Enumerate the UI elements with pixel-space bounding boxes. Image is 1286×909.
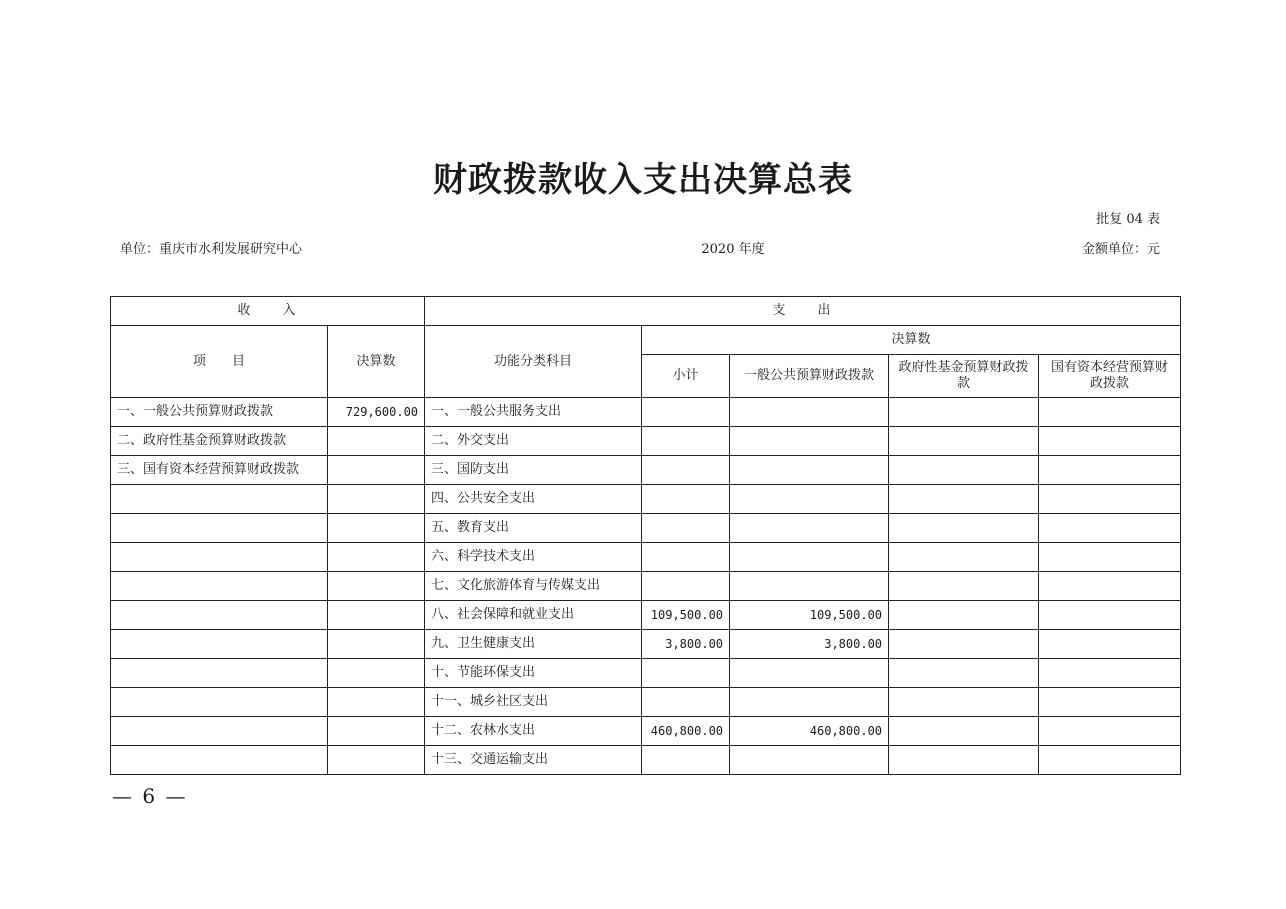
table-row [111,543,1181,572]
item-header: 项 目 [111,326,328,398]
subtotal-header: 小计 [642,355,730,398]
income-item-cell: 三、国有资本经营预算财政拨款 [111,456,328,485]
income-amount-cell [328,427,425,456]
income-item-cell: 一、一般公共预算财政拨款 [111,398,328,427]
income-amount-cell [328,572,425,601]
gov-fund-cell [889,543,1039,572]
expense-item-cell: 三、国防支出 [425,456,642,485]
subtotal-cell [642,659,730,688]
income-item-cell [111,601,328,630]
income-amount-cell [328,746,425,775]
general-budget-cell [730,398,889,427]
expense-item-cell: 六、科学技术支出 [425,543,642,572]
general-budget-header: 一般公共预算财政拨款 [730,355,889,398]
general-budget-cell [730,485,889,514]
table-row [111,659,1181,688]
subtotal-cell [642,456,730,485]
table-row [111,485,1181,514]
subtotal-cell [642,398,730,427]
state-capital-cell [1039,398,1181,427]
state-capital-cell [1039,717,1181,746]
gov-fund-cell [889,717,1039,746]
table-row [111,688,1181,717]
general-budget-cell [730,427,889,456]
state-capital-cell [1039,572,1181,601]
income-item-cell [111,543,328,572]
expense-item-cell: 九、卫生健康支出 [425,630,642,659]
income-item-cell [111,659,328,688]
subtotal-cell [642,543,730,572]
income-amount-cell [328,601,425,630]
subtotal-cell [642,688,730,717]
gov-fund-cell [889,427,1039,456]
expense-item-cell: 二、外交支出 [425,427,642,456]
state-capital-cell [1039,456,1181,485]
income-amount-cell [328,688,425,717]
gov-fund-cell [889,572,1039,601]
unit-label: 单位：重庆市水利发展研究中心 [120,242,303,257]
state-capital-cell [1039,427,1181,456]
table-row [111,514,1181,543]
expense-item-cell: 七、文化旅游体育与传媒支出 [425,572,642,601]
table-row [111,456,1181,485]
state-capital-cell [1039,601,1181,630]
table-row [111,746,1181,775]
gov-fund-cell [889,659,1039,688]
income-item-cell: 二、政府性基金预算财政拨款 [111,427,328,456]
expense-item-cell: 十一、城乡社区支出 [425,688,642,717]
state-capital-header: 国有资本经营预算财政拨款 [1039,355,1181,398]
final-amount-header: 决算数 [328,326,425,398]
general-budget-cell [730,456,889,485]
budget-table [110,296,1181,775]
table-row [111,427,1181,456]
expense-header: 支 出 [425,297,1181,326]
income-amount-cell [328,543,425,572]
income-item-cell [111,514,328,543]
expense-item-cell: 十三、交通运输支出 [425,746,642,775]
expense-item-cell: 一、一般公共服务支出 [425,398,642,427]
gov-fund-cell [889,746,1039,775]
income-item-cell [111,572,328,601]
money-unit-label: 金额单位：元 [1081,242,1160,257]
income-amount-cell [328,456,425,485]
income-amount-cell [328,717,425,746]
state-capital-cell [1039,688,1181,717]
header-row-2 [111,326,1181,355]
general-budget-cell [730,659,889,688]
general-budget-cell [730,572,889,601]
gov-fund-cell [889,688,1039,717]
expense-item-cell: 八、社会保障和就业支出 [425,601,642,630]
fiscal-year: 2020 年度 [701,242,765,257]
table-row [111,572,1181,601]
page-number: — 6 — [112,784,188,808]
income-amount-cell [328,514,425,543]
state-capital-cell [1039,659,1181,688]
gov-fund-cell [889,601,1039,630]
table-row [111,398,1181,427]
expense-item-cell: 十二、农林水支出 [425,717,642,746]
income-item-cell [111,746,328,775]
general-budget-cell: 460,800.00 [730,717,889,746]
header-row-1 [111,297,1181,326]
gov-fund-cell [889,398,1039,427]
state-capital-cell [1039,543,1181,572]
gov-fund-cell [889,485,1039,514]
expense-item-cell: 十、节能环保支出 [425,659,642,688]
function-category-header: 功能分类科目 [425,326,642,398]
income-amount-cell [328,659,425,688]
subtotal-cell [642,746,730,775]
table-row [111,630,1181,659]
expense-item-cell: 四、公共安全支出 [425,485,642,514]
page-title: 财政拨款收入支出决算总表 [433,160,853,200]
subtotal-cell [642,572,730,601]
subtotal-cell: 3,800.00 [642,630,730,659]
state-capital-cell [1039,514,1181,543]
income-item-cell [111,485,328,514]
subtotal-cell [642,485,730,514]
general-budget-cell [730,543,889,572]
form-number: 批复 04 表 [1096,212,1160,227]
table-row [111,717,1181,746]
final-group-header: 决算数 [642,326,1181,355]
state-capital-cell [1039,630,1181,659]
general-budget-cell [730,688,889,717]
table-row [111,601,1181,630]
gov-fund-cell [889,630,1039,659]
income-item-cell [111,630,328,659]
subtotal-cell: 460,800.00 [642,717,730,746]
income-amount-cell: 729,600.00 [328,398,425,427]
gov-fund-cell [889,456,1039,485]
expense-item-cell: 五、教育支出 [425,514,642,543]
gov-fund-header: 政府性基金预算财政拨款 [889,355,1039,398]
income-header: 收 入 [111,297,425,326]
income-item-cell [111,717,328,746]
gov-fund-cell [889,514,1039,543]
subtotal-cell [642,514,730,543]
income-amount-cell [328,630,425,659]
general-budget-cell [730,746,889,775]
subtotal-cell [642,427,730,456]
income-amount-cell [328,485,425,514]
general-budget-cell [730,514,889,543]
state-capital-cell [1039,746,1181,775]
general-budget-cell: 3,800.00 [730,630,889,659]
income-item-cell [111,688,328,717]
general-budget-cell: 109,500.00 [730,601,889,630]
subtotal-cell: 109,500.00 [642,601,730,630]
state-capital-cell [1039,485,1181,514]
